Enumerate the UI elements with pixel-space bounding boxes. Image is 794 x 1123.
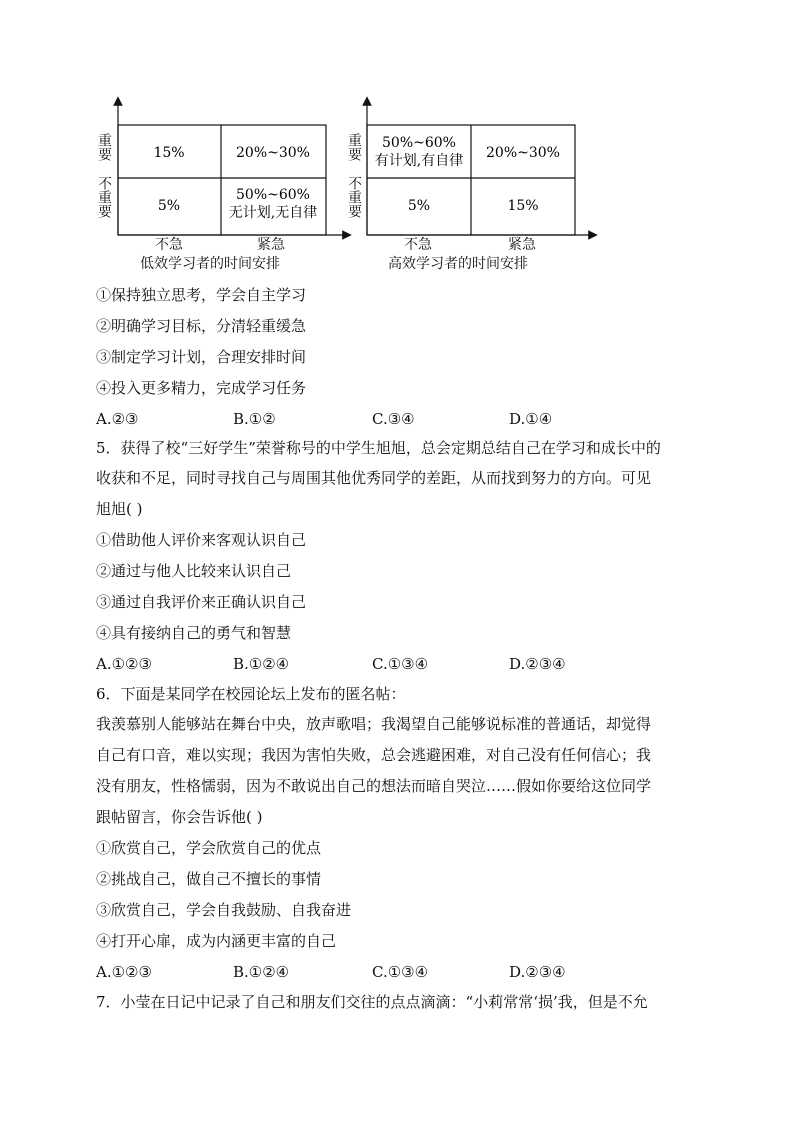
q5-item: ①借助他人评价来客观认识自己 — [96, 531, 307, 549]
option[interactable]: A.②③ — [96, 410, 139, 428]
option[interactable]: D.①④ — [509, 410, 553, 428]
cell-text: 50%~60% — [236, 187, 310, 203]
q4-item: ④投入更多精力，完成学习任务 — [96, 379, 307, 397]
left-time-chart — [92, 95, 352, 275]
right-chart-caption: 高效学习者的时间安排 — [388, 256, 528, 272]
option[interactable]: A.①②③ — [96, 963, 152, 981]
q5-stem-line: 5．获得了校“三好学生”荣誉称号的中学生旭旭，总会定期总结自己在学习和成长中的 — [96, 439, 661, 457]
cell-text: 有计划,有自律 — [374, 153, 464, 169]
left-chart-svg — [92, 95, 352, 275]
q4-item: ②明确学习目标，分清轻重缓急 — [96, 317, 307, 335]
option[interactable]: A.①②③ — [96, 655, 152, 673]
q5-item: ③通过自我评价来正确认识自己 — [96, 593, 307, 611]
q6-stem-line: 自己有口音，难以实现；我因为害怕失败，总会逃避困难，对自己没有任何信心；我 — [96, 746, 652, 764]
cell-text: 50%~60% — [382, 135, 456, 151]
q6-item: ④打开心扉，成为内涵更丰富的自己 — [96, 932, 337, 950]
cell-text: 15% — [153, 145, 185, 161]
cell-text: 20%~30% — [486, 145, 560, 161]
left-ylabel-important — [96, 133, 112, 165]
left-chart-caption: 低效学习者的时间安排 — [140, 256, 280, 272]
cell-text: 15% — [507, 198, 539, 214]
q4-item: ③制定学习计划，合理安排时间 — [96, 348, 307, 366]
q6-stem-line: 6．下面是某同学在校园论坛上发布的匿名帖： — [96, 685, 406, 703]
ylabel-text: 不重要 — [96, 176, 112, 218]
left-xlabel-urgent: 紧急 — [257, 237, 285, 253]
q5-item: ④具有接纳自己的勇气和智慧 — [96, 624, 292, 642]
right-xlabel-not-urgent: 不急 — [404, 237, 432, 253]
cell-text: 5% — [157, 198, 181, 214]
option[interactable]: B.①②④ — [233, 963, 290, 981]
q7-stem-line: 7．小莹在日记中记录了自己和朋友们交往的点点滴滴：“小莉常常‘损’我，但是不允 — [96, 993, 648, 1011]
option[interactable]: D.②③④ — [509, 963, 566, 981]
option[interactable]: B.①② — [233, 410, 276, 428]
right-chart-svg — [341, 95, 601, 275]
q4-item: ①保持独立思考，学会自主学习 — [96, 286, 307, 304]
right-ylabel-important — [346, 133, 362, 165]
right-xlabel-urgent: 紧急 — [508, 237, 536, 253]
q6-item: ③欣赏自己，学会自我鼓励、自我奋进 — [96, 901, 352, 919]
option[interactable]: C.①③④ — [372, 655, 429, 673]
ylabel-text: 重要 — [96, 133, 112, 161]
cell-text: 5% — [407, 198, 431, 214]
ylabel-text: 重要 — [346, 133, 362, 161]
q6-stem-line: 没有朋友，性格懦弱，因为不敢说出自己的想法而暗自哭泣……假如你要给这位同学 — [96, 777, 652, 795]
option[interactable]: C.①③④ — [372, 963, 429, 981]
cell-text: 无计划,无自律 — [228, 205, 318, 221]
q5-stem-line: 旭旭( ) — [96, 500, 143, 518]
q5-stem-line: 收获和不足，同时寻找自己与周围其他优秀同学的差距，从而找到努力的方向。可见 — [96, 469, 652, 487]
cell-text: 20%~30% — [236, 145, 310, 161]
option[interactable]: D.②③④ — [509, 655, 566, 673]
q6-stem-line: 我羡慕别人能够站在舞台中央，放声歌唱；我渴望自己能够说标准的普通话，却觉得 — [96, 715, 652, 733]
left-ylabel-not-important — [96, 176, 112, 222]
option[interactable]: B.①②④ — [233, 655, 290, 673]
right-ylabel-not-important — [346, 176, 362, 222]
q6-item: ①欣赏自己，学会欣赏自己的优点 — [96, 839, 322, 857]
q6-stem-line: 跟帖留言，你会告诉他( ) — [96, 808, 263, 826]
q6-item: ②挑战自己，做自己不擅长的事情 — [96, 870, 322, 888]
ylabel-text: 不重要 — [346, 176, 362, 218]
option[interactable]: C.③④ — [372, 410, 415, 428]
left-xlabel-not-urgent: 不急 — [155, 237, 183, 253]
q5-item: ②通过与他人比较来认识自己 — [96, 562, 292, 580]
right-time-chart — [341, 95, 601, 275]
